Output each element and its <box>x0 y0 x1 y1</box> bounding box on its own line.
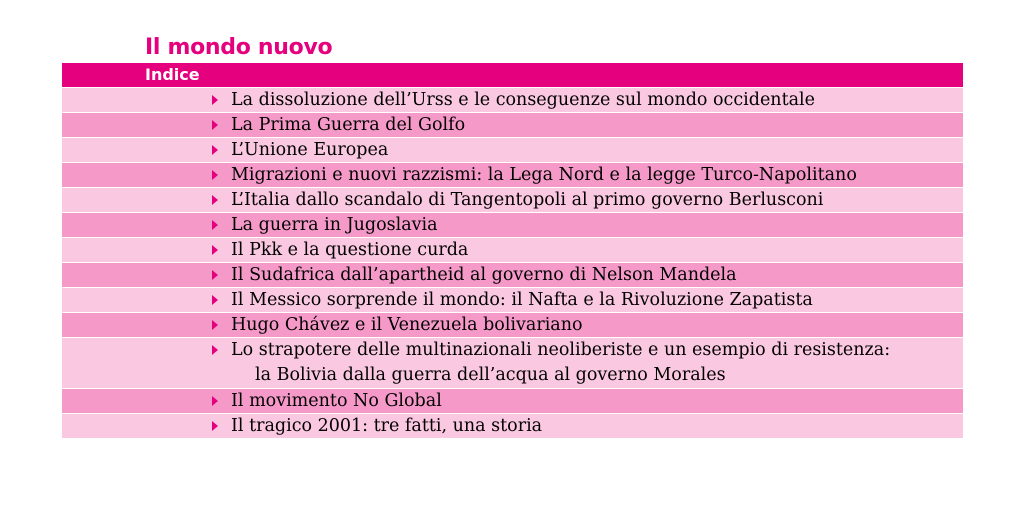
index-item <box>62 262 963 287</box>
index-item <box>62 187 963 212</box>
index-item-label: L’Italia dallo scandalo di Tangentopoli al primo governo Berlusconi <box>231 190 824 210</box>
triangle-bullet-icon <box>212 295 218 305</box>
triangle-bullet-icon <box>212 345 218 355</box>
index-item-label: La Prima Guerra del Golfo <box>231 115 466 135</box>
index-item-label: Il Sudafrica dall’apartheid al governo di Nelson Mandela <box>231 265 737 285</box>
index-item <box>62 112 963 137</box>
index-item-label-continued: la Bolivia dalla guerra dell’acqua al governo Morales <box>255 365 726 385</box>
triangle-bullet-icon <box>212 120 218 130</box>
triangle-bullet-icon <box>212 421 218 431</box>
triangle-bullet-icon <box>212 170 218 180</box>
index-item <box>62 413 963 438</box>
triangle-bullet-icon <box>212 396 218 406</box>
index-item <box>62 287 963 312</box>
index-item-label: Il Pkk e la questione curda <box>231 240 469 260</box>
index-item <box>62 137 963 162</box>
index-header-label: Indice <box>145 65 200 84</box>
index-item-label: Il tragico 2001: tre fatti, una storia <box>231 416 543 436</box>
index-item <box>62 388 963 413</box>
index-item <box>62 237 963 262</box>
index-item-label: Migrazioni e nuovi razzismi: la Lega Nord e la legge Turco-Napolitano <box>231 165 857 185</box>
index-item <box>62 312 963 337</box>
index-item <box>62 337 963 388</box>
index-item-label: La guerra in Jugoslavia <box>231 215 438 235</box>
triangle-bullet-icon <box>212 145 218 155</box>
triangle-bullet-icon <box>212 220 218 230</box>
index-table <box>62 63 963 438</box>
index-item-label: Lo strapotere delle multinazionali neoliberiste e un esempio di resistenza: <box>231 340 891 360</box>
triangle-bullet-icon <box>212 95 218 105</box>
index-item-label: La dissoluzione dell’Urss e le conseguenze sul mondo occidentale <box>231 90 815 110</box>
index-item-label: L’Unione Europea <box>231 140 389 160</box>
triangle-bullet-icon <box>212 270 218 280</box>
index-item <box>62 162 963 187</box>
index-header <box>62 63 963 87</box>
index-item <box>62 212 963 237</box>
index-item-label: Il movimento No Global <box>231 391 442 411</box>
index-item-label: Il Messico sorprende il mondo: il Nafta e la Rivoluzione Zapatista <box>231 290 813 310</box>
triangle-bullet-icon <box>212 195 218 205</box>
triangle-bullet-icon <box>212 245 218 255</box>
triangle-bullet-icon <box>212 320 218 330</box>
page-title: Il mondo nuovo <box>145 35 333 60</box>
index-item <box>62 87 963 112</box>
index-item-label: Hugo Chávez e il Venezuela bolivariano <box>231 315 583 335</box>
